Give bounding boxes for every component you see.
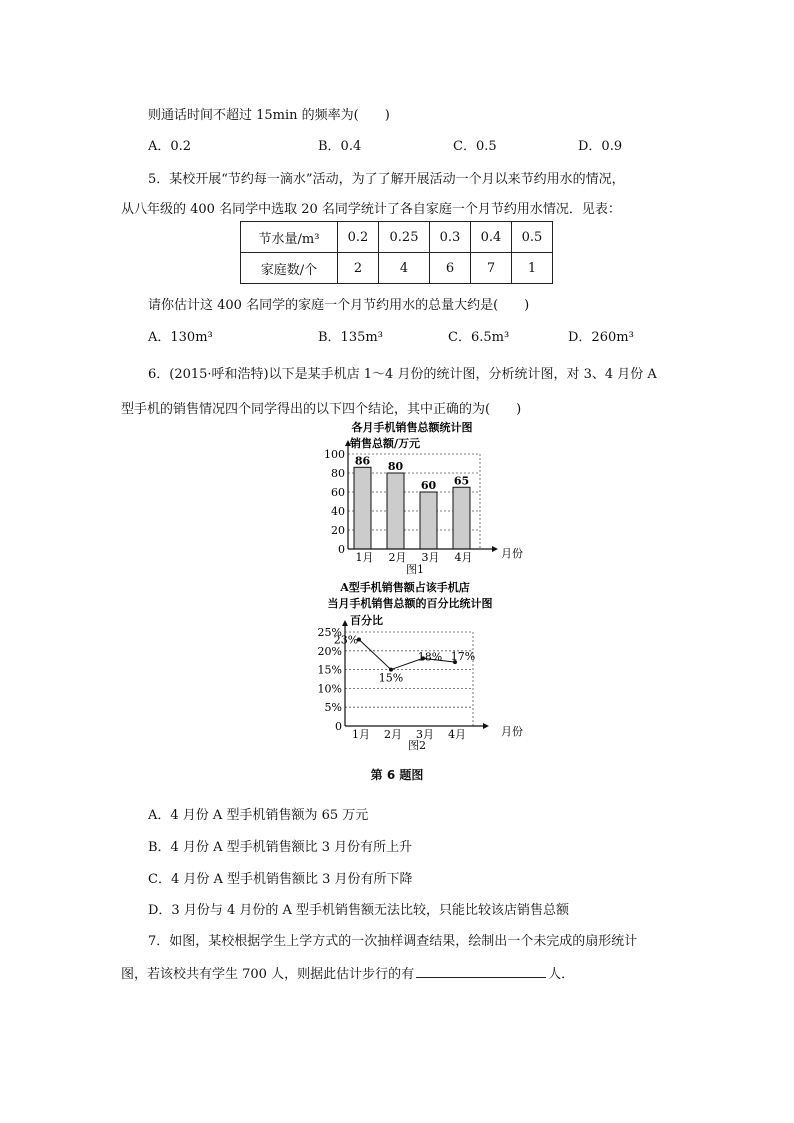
chart1-data-label: 65 bbox=[453, 474, 470, 488]
q4-option-c: C．0.5 bbox=[453, 139, 497, 154]
chart2-x-tick-label: 2月 bbox=[384, 728, 402, 741]
chart2-x-axis-arrow bbox=[483, 723, 489, 729]
chart2-axes bbox=[342, 620, 489, 729]
chart2-data-label: 17% bbox=[450, 650, 476, 664]
chart1-x-tick-label: 2月 bbox=[388, 551, 407, 564]
chart2-data-label: 23% bbox=[333, 633, 359, 647]
chart1-y-tick-label: 100 bbox=[324, 448, 345, 461]
q7-question-line-2 bbox=[121, 963, 574, 982]
q6-option-c: C．4 月份 A 型手机销售额比 3 月份有所下降 bbox=[148, 872, 413, 887]
monthly-sales-bar-chart bbox=[0, 418, 794, 578]
q6-option-a: A．4 月份 A 型手机销售额为 65 万元 bbox=[148, 808, 369, 823]
chart2-data-label: 15% bbox=[378, 671, 404, 685]
table-cell: 0.4 bbox=[471, 222, 512, 253]
chart2-grid bbox=[345, 632, 476, 726]
chart1-bars bbox=[354, 467, 470, 549]
q5-option-d: D．260m³ bbox=[568, 330, 634, 345]
table-row-header: 家庭数/个 bbox=[241, 253, 338, 284]
table-row bbox=[241, 253, 553, 284]
chart2-y-tick-label: 0 bbox=[335, 720, 342, 733]
chart2-sublabel: 图2 bbox=[408, 739, 426, 752]
chart1-y-tick-label: 40 bbox=[331, 505, 345, 518]
q5-question-line-2: 从八年级的 400 名同学中选取 20 名同学统计了各自家庭一个月节约用水情况．见表： bbox=[121, 202, 621, 217]
q5-option-c: C．6.5m³ bbox=[448, 330, 510, 345]
chart2-y-tick-label: 5% bbox=[324, 701, 342, 715]
chart1-data-label: 80 bbox=[387, 460, 404, 473]
chart2-y-tick-label: 25% bbox=[317, 626, 342, 639]
q4-option-a: A．0.2 bbox=[148, 139, 192, 154]
chart1-x-axis-arrow bbox=[492, 546, 498, 552]
chart2-x-axis-label: 月份 bbox=[501, 725, 523, 738]
table-cell: 4 bbox=[379, 253, 430, 284]
q4-option-b: B．0.4 bbox=[318, 139, 362, 154]
chart2-labels bbox=[318, 626, 476, 741]
chart1-bar bbox=[420, 492, 437, 549]
a-phone-percentage-line-chart bbox=[0, 578, 794, 753]
table-cell: 0.25 bbox=[379, 222, 430, 253]
chart1-sublabel: 图1 bbox=[406, 563, 424, 576]
q5-question-line-1: 5．某校开展“节约每一滴水”活动，为了了解开展活动一个月以来节约用水的情况， bbox=[148, 172, 625, 187]
q7-answer-blank[interactable] bbox=[416, 963, 546, 978]
q5-option-b: B．135m³ bbox=[318, 330, 383, 345]
chart1-bar bbox=[354, 467, 371, 549]
chart2-y-axis-label: 百分比 bbox=[350, 614, 383, 627]
q5-option-a: A．130m³ bbox=[148, 330, 213, 345]
table-cell: 7 bbox=[471, 253, 512, 284]
table-cell: 0.3 bbox=[430, 222, 471, 253]
chart2-title-line-1: A型手机销售额占该手机店 bbox=[340, 581, 470, 594]
chart1-y-tick-label: 20 bbox=[331, 524, 345, 537]
q5-estimate-question: 请你估计这 400 名同学的家庭一个月节约用水的总量大约是( ) bbox=[148, 298, 530, 313]
table-row bbox=[241, 222, 553, 253]
q6-figure-caption: 第 6 题图 bbox=[370, 768, 424, 782]
chart2-y-axis-arrow bbox=[342, 620, 348, 626]
chart2-y-tick-label: 15% bbox=[317, 663, 342, 677]
chart1-data-label: 60 bbox=[420, 479, 437, 492]
table-cell: 0.2 bbox=[338, 222, 379, 253]
chart2-data-label: 18% bbox=[417, 650, 443, 664]
water-saving-table bbox=[240, 221, 553, 284]
chart2-y-tick-label: 10% bbox=[317, 682, 342, 696]
q7-text-after-blank: 人． bbox=[548, 967, 575, 982]
chart1-title: 各月手机销售总额统计图 bbox=[351, 421, 473, 434]
q4-question-text: 则通话时间不超过 15min 的频率为( ) bbox=[148, 108, 390, 123]
q7-text-before-blank: 图，若该校共有学生 700 人，则据此估计步行的有 bbox=[121, 967, 415, 982]
chart1-x-tick-label: 3月 bbox=[421, 551, 440, 564]
chart2-y-tick-label: 20% bbox=[317, 644, 342, 658]
chart1-bar bbox=[453, 487, 470, 549]
chart2-title-line-2: 当月手机销售总额的百分比统计图 bbox=[327, 597, 493, 610]
chart1-data-label: 86 bbox=[354, 454, 371, 468]
q4-option-d: D．0.9 bbox=[578, 139, 623, 154]
chart1-y-tick-label: 60 bbox=[331, 486, 345, 499]
table-cell: 6 bbox=[430, 253, 471, 284]
chart1-y-axis-label: 销售总额/万元 bbox=[350, 437, 421, 450]
chart1-x-tick-label: 4月 bbox=[454, 551, 473, 564]
q6-question-line-2: 型手机的销售情况四个同学得出的以下四个结论，其中正确的为( ) bbox=[121, 402, 522, 417]
chart1-bar bbox=[387, 473, 404, 549]
chart2-x-tick-label: 4月 bbox=[448, 728, 466, 741]
table-row-header: 节水量/m³ bbox=[241, 222, 338, 253]
chart1-y-tick-label: 80 bbox=[331, 467, 345, 480]
chart1-x-axis-label: 月份 bbox=[501, 547, 523, 560]
q6-question-line-1: 6．(2015·呼和浩特)以下是某手机店 1～4 月份的统计图，分析统计图，对 3、4 月份 A bbox=[148, 367, 657, 382]
table-cell: 2 bbox=[338, 253, 379, 284]
table-cell: 1 bbox=[512, 253, 553, 284]
chart2-x-tick-label: 1月 bbox=[352, 728, 370, 741]
chart1-y-tick-label: 0 bbox=[338, 543, 345, 556]
q6-option-d: D．3 月份与 4 月份的 A 型手机销售额无法比较，只能比较该店销售总额 bbox=[148, 903, 570, 918]
q7-question-line-1: 7．如图，某校根据学生上学方式的一次抽样调查结果，绘制出一个未完成的扇形统计 bbox=[148, 934, 638, 949]
chart2-x-tick-label: 3月 bbox=[416, 728, 434, 741]
chart1-x-tick-label: 1月 bbox=[355, 551, 374, 564]
q6-option-b: B．4 月份 A 型手机销售额比 3 月份有所上升 bbox=[148, 840, 413, 855]
table-cell: 0.5 bbox=[512, 222, 553, 253]
